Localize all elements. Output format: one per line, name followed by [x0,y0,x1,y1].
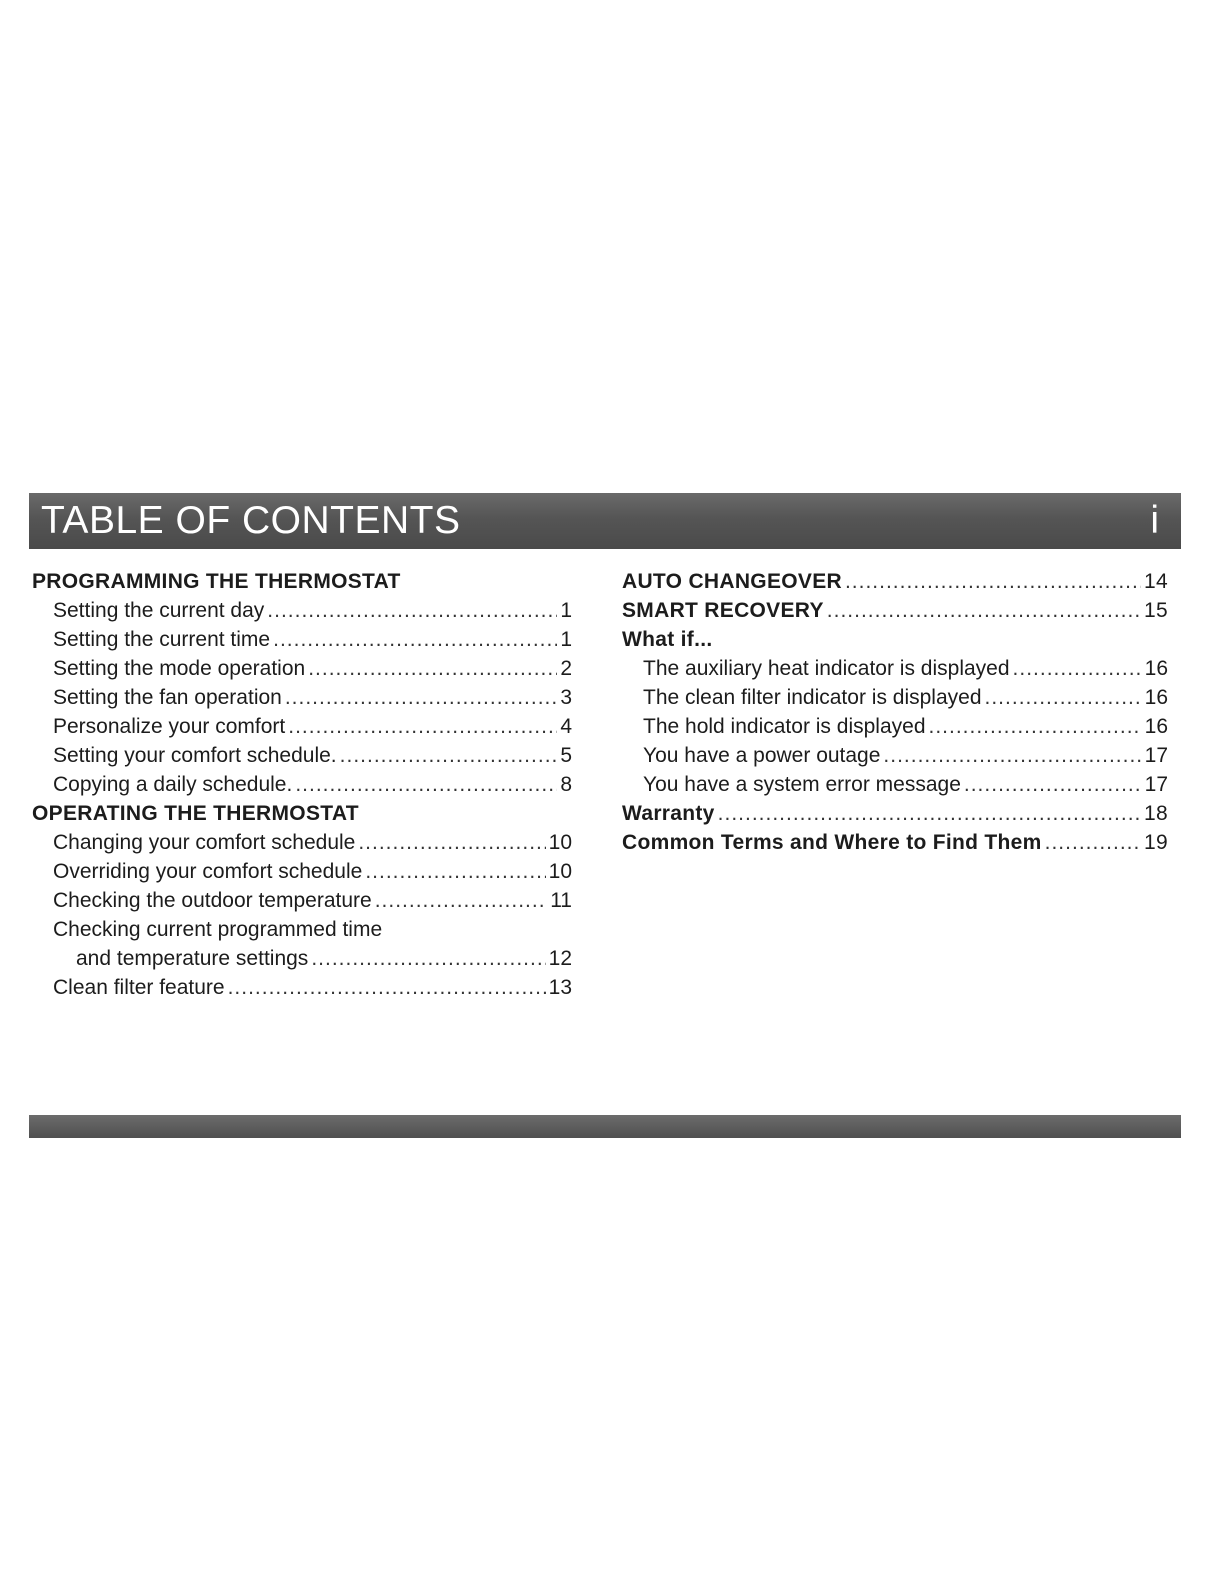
toc-entry-title: SMART RECOVERY [622,599,824,622]
toc-leader-dots [295,770,557,799]
toc-entry[interactable] [32,886,572,915]
toc-page-number: 10 [548,860,572,883]
toc-leader-dots [985,683,1142,712]
toc-page-number: 16 [1144,657,1168,680]
toc-page-number: 14 [1144,570,1168,593]
toc-leader-dots [311,944,545,973]
toc-heading[interactable] [32,567,572,596]
toc-leader-dots [845,567,1141,596]
toc-leader-dots [285,683,557,712]
toc-entry[interactable] [32,683,572,712]
toc-leader-dots [1013,654,1142,683]
toc-page-number: 17 [1144,744,1168,767]
toc-entry-title: Setting the fan operation [53,686,282,709]
toc-entry-title: You have a power outage [643,744,881,767]
toc-header-bar [29,493,1181,549]
toc-entry[interactable] [32,915,572,944]
toc-left-column [32,567,572,1002]
toc-page-number: 18 [1144,802,1168,825]
toc-leader-dots [375,886,547,915]
toc-page-number: 12 [548,947,572,970]
toc-entry-title: Clean filter feature [53,976,225,999]
toc-entry[interactable] [32,770,572,799]
toc-entry[interactable] [32,944,572,973]
toc-entry-title: Checking the outdoor temperature [53,889,372,912]
toc-leader-dots [358,828,545,857]
toc-entry-title: Setting the current day [53,599,265,622]
toc-entry[interactable] [32,828,572,857]
toc-entry[interactable] [622,770,1168,799]
toc-leader-dots [273,625,557,654]
toc-entry-title: Common Terms and Where to Find Them [622,831,1042,854]
toc-entry-title: Setting the mode operation [53,657,306,680]
toc-page-number: 4 [560,715,572,738]
toc-entry-title: What if... [622,628,713,651]
toc-entry[interactable] [32,596,572,625]
toc-heading[interactable] [622,828,1168,857]
toc-page-number: 19 [1144,831,1168,854]
toc-page-number: 10 [548,831,572,854]
toc-entry-title: and temperature settings [76,947,309,970]
toc-page-number: 1 [560,599,572,622]
toc-entry-title: The hold indicator is displayed [643,715,926,738]
toc-page-number: 15 [1144,599,1168,622]
toc-entry-title: You have a system error message [643,773,961,796]
toc-leader-dots [718,799,1141,828]
toc-entry-title: Changing your comfort schedule [53,831,356,854]
toc-page-number: 1 [560,628,572,651]
toc-leader-dots [340,741,558,770]
toc-leader-dots [964,770,1142,799]
toc-page-number: 16 [1144,715,1168,738]
toc-leader-dots [228,973,546,1002]
toc-right-column [622,567,1168,857]
toc-entry[interactable] [32,857,572,886]
toc-entry[interactable] [622,683,1168,712]
toc-heading[interactable] [622,799,1168,828]
toc-page-number: 17 [1144,773,1168,796]
toc-entry-title: Personalize your comfort [53,715,286,738]
toc-leader-dots [929,712,1142,741]
toc-page-number: 3 [560,686,572,709]
toc-entry-title: Copying a daily schedule. [53,773,293,796]
toc-leader-dots [308,654,557,683]
toc-entry[interactable] [622,654,1168,683]
toc-page-number: 8 [560,773,572,796]
toc-entry[interactable] [622,741,1168,770]
toc-entry[interactable] [622,712,1168,741]
toc-entry[interactable] [32,712,572,741]
toc-entry-title: OPERATING THE THERMOSTAT [32,802,359,825]
toc-leader-dots [827,596,1141,625]
toc-entry-title: Setting your comfort schedule. [53,744,337,767]
toc-heading[interactable] [622,596,1168,625]
page-marker: i [1150,499,1159,542]
toc-entry-title: AUTO CHANGEOVER [622,570,842,593]
toc-leader-dots [288,712,557,741]
toc-entry[interactable] [32,625,572,654]
toc-entry[interactable] [32,973,572,1002]
toc-page-number: 2 [560,657,572,680]
toc-entry[interactable] [32,741,572,770]
toc-entry-title: The clean filter indicator is displayed [643,686,982,709]
footer-bar [29,1115,1181,1138]
toc-leader-dots [1045,828,1141,857]
toc-leader-dots [365,857,545,886]
toc-page-number: 16 [1144,686,1168,709]
toc-entry-title: Overriding your comfort schedule [53,860,363,883]
toc-entry-title: Checking current programmed time [53,918,383,941]
toc-heading[interactable] [622,567,1168,596]
toc-leader-dots [267,596,557,625]
toc-page-number: 5 [560,744,572,767]
toc-heading[interactable] [32,799,572,828]
toc-page-number: 11 [550,889,572,912]
toc-entry-title: Warranty [622,802,715,825]
toc-entry-title: PROGRAMMING THE THERMOSTAT [32,570,401,593]
toc-heading[interactable] [622,625,1168,654]
toc-entry[interactable] [32,654,572,683]
toc-entry-title: Setting the current time [53,628,271,651]
toc-page-number: 13 [548,976,572,999]
toc-leader-dots [883,741,1141,770]
page-title: TABLE OF CONTENTS [41,499,461,542]
toc-entry-title: The auxiliary heat indicator is displayed [643,657,1010,680]
